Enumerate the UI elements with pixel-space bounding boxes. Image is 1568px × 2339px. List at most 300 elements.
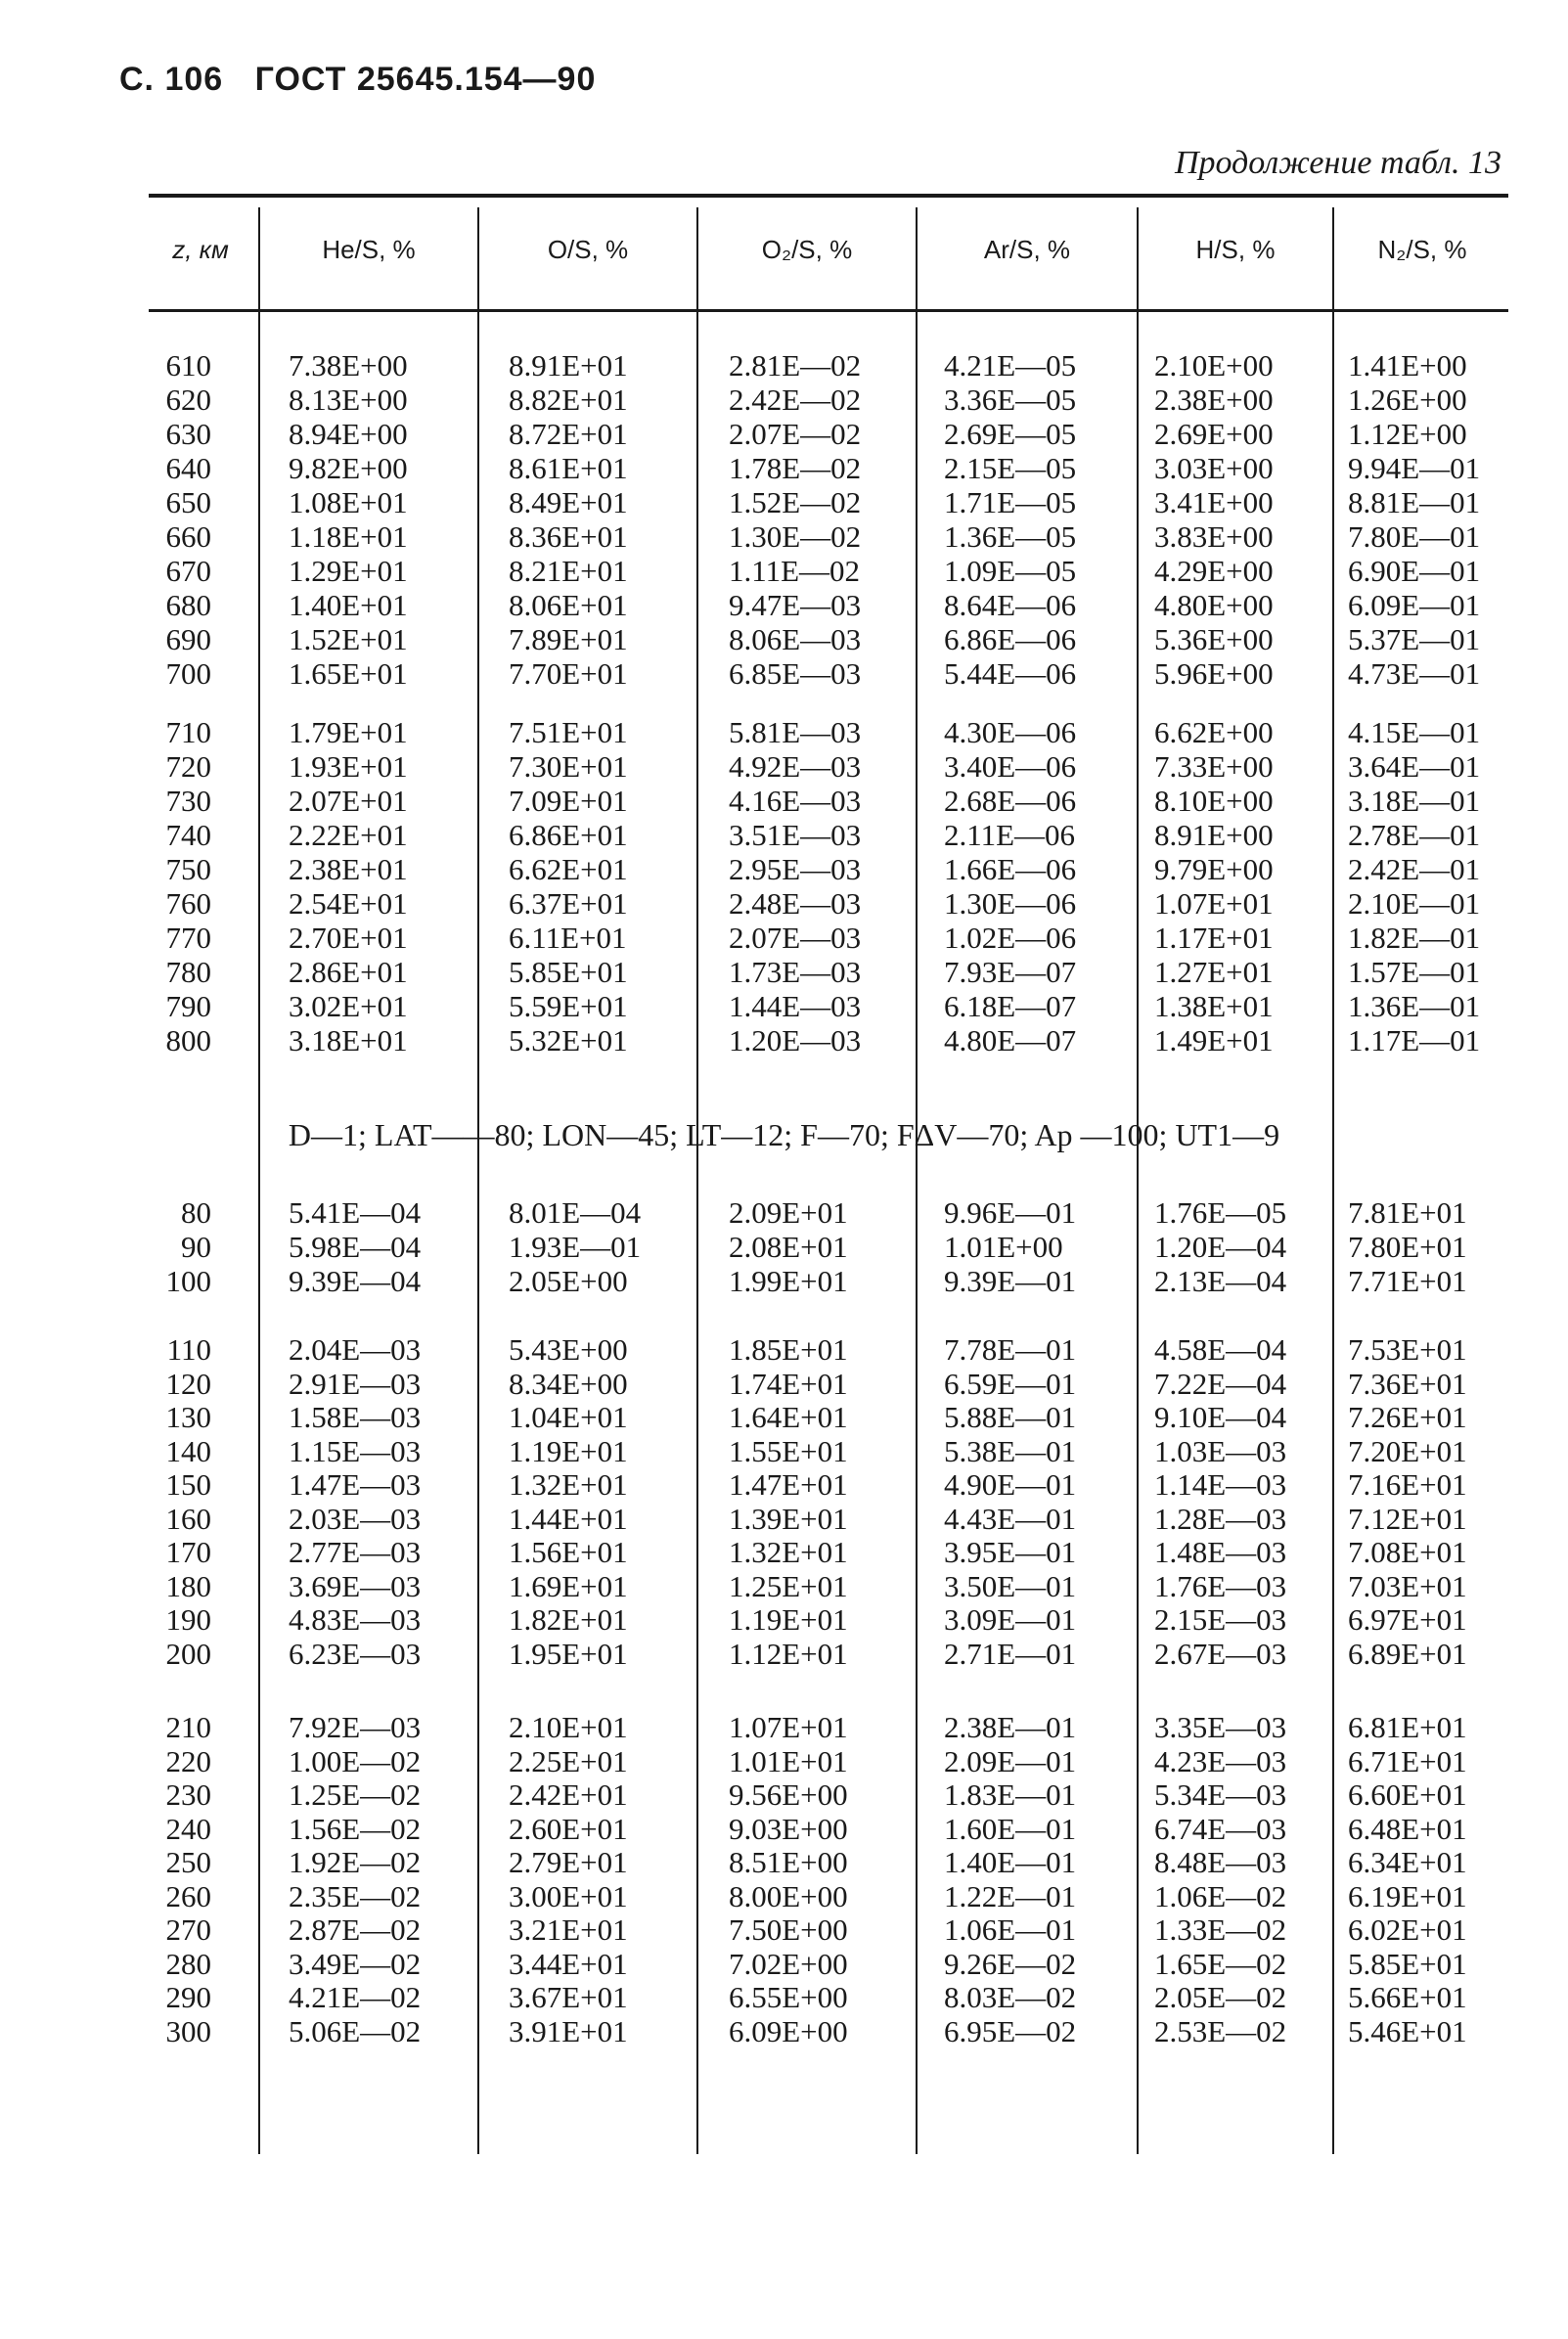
cell-z: 160 [165, 1501, 211, 1536]
cell-z: 790 [165, 989, 211, 1023]
cell-o2: 1.44E—03 [729, 989, 862, 1023]
cell-h: 1.20E—04 [1154, 1230, 1287, 1264]
column-header-o: O/S, % [547, 235, 629, 264]
cell-o: 6.37E+01 [509, 886, 628, 921]
cell-ar: 5.88E—01 [944, 1400, 1077, 1434]
cell-h: 3.41E+00 [1154, 485, 1274, 519]
cell-o2: 1.07E+01 [729, 1710, 848, 1744]
cell-o2: 1.32E+01 [729, 1535, 848, 1569]
cell-h: 2.10E+00 [1154, 348, 1274, 382]
table-row [0, 519, 1568, 554]
header-bottom-rule [149, 309, 1508, 312]
table-row [0, 1602, 1568, 1637]
cell-he: 1.56E—02 [289, 1811, 422, 1846]
cell-h: 2.15E—03 [1154, 1602, 1287, 1637]
cell-o: 2.25E+01 [509, 1743, 628, 1778]
cell-n2: 1.17E—01 [1348, 1023, 1481, 1057]
cell-o: 5.43E+00 [509, 1332, 628, 1367]
cell-o2: 4.16E—03 [729, 784, 862, 818]
cell-he: 2.04E—03 [289, 1332, 422, 1367]
cell-z: 740 [165, 818, 211, 852]
cell-o: 5.32E+01 [509, 1023, 628, 1057]
cell-z: 680 [165, 588, 211, 622]
cell-h: 2.69E+00 [1154, 417, 1274, 451]
cell-z: 240 [165, 1811, 211, 1846]
column-header-he: He/S, % [322, 235, 416, 264]
cell-n2: 1.57E—01 [1348, 955, 1481, 989]
cell-ar: 9.96E—01 [944, 1195, 1077, 1230]
table-row [0, 1467, 1568, 1502]
cell-ar: 8.64E—06 [944, 588, 1077, 622]
cell-ar: 7.78E—01 [944, 1332, 1077, 1367]
cell-he: 2.35E—02 [289, 1878, 422, 1913]
cell-o2: 1.52E—02 [729, 485, 862, 519]
cell-he: 1.18E+01 [289, 519, 408, 554]
cell-he: 1.08E+01 [289, 485, 408, 519]
cell-o: 3.91E+01 [509, 2013, 628, 2048]
table-row [0, 1023, 1568, 1057]
table-row [0, 622, 1568, 656]
cell-h: 1.03E—03 [1154, 1433, 1287, 1468]
cell-o: 7.70E+01 [509, 656, 628, 691]
cell-ar: 5.44E—06 [944, 656, 1077, 691]
cell-ar: 1.02E—06 [944, 921, 1077, 955]
cell-h: 1.27E+01 [1154, 955, 1274, 989]
cell-he: 5.98E—04 [289, 1230, 422, 1264]
cell-ar: 3.40E—06 [944, 749, 1077, 784]
cell-n2: 3.18E—01 [1348, 784, 1481, 818]
cell-ar: 3.36E—05 [944, 382, 1077, 417]
cell-n2: 2.10E—01 [1348, 886, 1481, 921]
cell-o2: 1.30E—02 [729, 519, 862, 554]
table-row [0, 1569, 1568, 1603]
cell-z: 760 [165, 886, 211, 921]
table-row [0, 1434, 1568, 1468]
cell-h: 1.06E—02 [1154, 1878, 1287, 1913]
cell-ar: 4.90E—01 [944, 1467, 1077, 1502]
cell-he: 9.82E+00 [289, 451, 408, 485]
cell-h: 1.76E—03 [1154, 1568, 1287, 1603]
cell-z: 670 [165, 554, 211, 588]
cell-n2: 7.26E+01 [1348, 1400, 1467, 1434]
cell-o2: 1.20E—03 [729, 1023, 862, 1057]
cell-h: 6.62E+00 [1154, 715, 1274, 749]
cell-o2: 3.51E—03 [729, 818, 862, 852]
cell-n2: 7.80E—01 [1348, 519, 1481, 554]
cell-he: 7.92E—03 [289, 1710, 422, 1744]
cell-h: 5.96E+00 [1154, 656, 1274, 691]
cell-n2: 7.80E+01 [1348, 1230, 1467, 1264]
cell-o2: 2.48E—03 [729, 886, 862, 921]
cell-o2: 8.00E+00 [729, 1878, 848, 1913]
table-row [0, 382, 1568, 417]
cell-z: 710 [165, 715, 211, 749]
cell-he: 5.06E—02 [289, 2013, 422, 2048]
cell-z: 190 [165, 1602, 211, 1637]
cell-ar: 3.50E—01 [944, 1568, 1077, 1603]
cell-o2: 1.19E+01 [729, 1602, 848, 1637]
cell-z: 260 [165, 1878, 211, 1913]
cell-he: 3.18E+01 [289, 1023, 408, 1057]
cell-o: 1.56E+01 [509, 1535, 628, 1569]
table-row [0, 1535, 1568, 1569]
cell-ar: 3.95E—01 [944, 1535, 1077, 1569]
cell-o2: 9.56E+00 [729, 1777, 848, 1812]
cell-o2: 1.11E—02 [729, 554, 861, 588]
cell-n2: 1.12E+00 [1348, 417, 1467, 451]
cell-o2: 2.81E—02 [729, 348, 862, 382]
cell-o: 8.61E+01 [509, 451, 628, 485]
cell-o2: 1.64E+01 [729, 1400, 848, 1434]
cell-h: 4.23E—03 [1154, 1743, 1287, 1778]
cell-h: 5.36E+00 [1154, 622, 1274, 656]
cell-ar: 1.83E—01 [944, 1777, 1077, 1812]
cell-o: 3.44E+01 [509, 1946, 628, 1981]
cell-o: 5.85E+01 [509, 955, 628, 989]
cell-z: 290 [165, 1980, 211, 2014]
cell-he: 8.13E+00 [289, 382, 408, 417]
cell-z: 750 [165, 852, 211, 886]
cell-he: 7.38E+00 [289, 348, 408, 382]
cell-z: 690 [165, 622, 211, 656]
cell-o: 8.36E+01 [509, 519, 628, 554]
cell-n2: 1.26E+00 [1348, 382, 1467, 417]
table-row [0, 1845, 1568, 1879]
cell-n2: 6.89E+01 [1348, 1636, 1467, 1671]
cell-he: 4.21E—02 [289, 1980, 422, 2014]
cell-ar: 2.69E—05 [944, 417, 1077, 451]
cell-o: 8.49E+01 [509, 485, 628, 519]
cell-o: 3.67E+01 [509, 1980, 628, 2014]
cell-he: 6.23E—03 [289, 1636, 422, 1671]
cell-he: 2.77E—03 [289, 1535, 422, 1569]
cell-o2: 1.01E+01 [729, 1743, 848, 1778]
page-number: С. 106 [119, 61, 224, 98]
cell-o: 1.93E—01 [509, 1230, 642, 1264]
cell-o2: 5.81E—03 [729, 715, 862, 749]
cell-h: 2.53E—02 [1154, 2013, 1287, 2048]
cell-n2: 3.64E—01 [1348, 749, 1481, 784]
cell-z: 620 [165, 382, 211, 417]
table-row [0, 656, 1568, 691]
cell-ar: 4.21E—05 [944, 348, 1077, 382]
cell-o: 3.00E+01 [509, 1878, 628, 1913]
cell-he: 8.94E+00 [289, 417, 408, 451]
table-row [0, 1502, 1568, 1536]
table-row [0, 1195, 1568, 1230]
cell-n2: 5.85E+01 [1348, 1946, 1467, 1981]
cell-o: 1.19E+01 [509, 1433, 628, 1468]
table-row [0, 1367, 1568, 1401]
cell-o: 6.11E+01 [509, 921, 627, 955]
cell-h: 5.34E—03 [1154, 1777, 1287, 1812]
cell-z: 650 [165, 485, 211, 519]
cell-o2: 1.25E+01 [729, 1568, 848, 1603]
table-row [0, 1264, 1568, 1298]
cell-n2: 6.19E+01 [1348, 1878, 1467, 1913]
cell-h: 4.58E—04 [1154, 1332, 1287, 1367]
cell-o: 2.42E+01 [509, 1777, 628, 1812]
cell-o: 8.06E+01 [509, 588, 628, 622]
cell-n2: 6.60E+01 [1348, 1777, 1467, 1812]
cell-o: 6.62E+01 [509, 852, 628, 886]
cell-ar: 1.22E—01 [944, 1878, 1077, 1913]
cell-o2: 1.12E+01 [729, 1636, 848, 1671]
cell-he: 1.00E—02 [289, 1743, 422, 1778]
cell-o2: 6.09E+00 [729, 2013, 848, 2048]
table-row [0, 955, 1568, 989]
cell-o2: 1.55E+01 [729, 1433, 848, 1468]
column-header-z: z, км [172, 235, 229, 264]
cell-n2: 4.15E—01 [1348, 715, 1481, 749]
cell-o2: 2.07E—02 [729, 417, 862, 451]
cell-o: 8.82E+01 [509, 382, 628, 417]
cell-h: 1.33E—02 [1154, 1912, 1287, 1947]
cell-ar: 2.15E—05 [944, 451, 1077, 485]
cell-he: 1.58E—03 [289, 1400, 422, 1434]
table-row [0, 1912, 1568, 1947]
cell-z: 120 [165, 1366, 211, 1401]
cell-o: 2.79E+01 [509, 1845, 628, 1879]
table-row [0, 852, 1568, 886]
cell-n2: 1.36E—01 [1348, 989, 1481, 1023]
cell-h: 1.76E—05 [1154, 1195, 1287, 1230]
table-row [0, 784, 1568, 818]
table-row [0, 417, 1568, 451]
cell-h: 3.83E+00 [1154, 519, 1274, 554]
cell-o: 1.32E+01 [509, 1467, 628, 1502]
cell-n2: 2.78E—01 [1348, 818, 1481, 852]
table-row [0, 1879, 1568, 1913]
cell-h: 8.91E+00 [1154, 818, 1274, 852]
cell-he: 1.47E—03 [289, 1467, 422, 1502]
cell-n2: 9.94E—01 [1348, 451, 1481, 485]
cell-ar: 4.30E—06 [944, 715, 1077, 749]
cell-n2: 1.82E—01 [1348, 921, 1481, 955]
cell-ar: 1.60E—01 [944, 1811, 1077, 1846]
table-row [0, 485, 1568, 519]
cell-n2: 6.09E—01 [1348, 588, 1481, 622]
cell-he: 3.49E—02 [289, 1946, 422, 1981]
cell-o: 1.04E+01 [509, 1400, 628, 1434]
cell-o: 6.86E+01 [509, 818, 628, 852]
cell-h: 1.38E+01 [1154, 989, 1274, 1023]
cell-z: 250 [165, 1845, 211, 1879]
cell-o: 8.72E+01 [509, 417, 628, 451]
cell-ar: 4.80E—07 [944, 1023, 1077, 1057]
cell-n2: 1.41E+00 [1348, 348, 1467, 382]
cell-o: 7.89E+01 [509, 622, 628, 656]
cell-o2: 1.47E+01 [729, 1467, 848, 1502]
cell-o2: 2.07E—03 [729, 921, 862, 955]
cell-z: 280 [165, 1946, 211, 1981]
table-row [0, 451, 1568, 485]
cell-ar: 1.30E—06 [944, 886, 1077, 921]
cell-z: 270 [165, 1912, 211, 1947]
cell-n2: 6.48E+01 [1348, 1811, 1467, 1846]
cell-h: 1.48E—03 [1154, 1535, 1287, 1569]
cell-z: 300 [165, 2013, 211, 2048]
cell-ar: 1.36E—05 [944, 519, 1077, 554]
cell-h: 1.17E+01 [1154, 921, 1274, 955]
cell-n2: 5.66E+01 [1348, 1980, 1467, 2014]
table-row [0, 1710, 1568, 1744]
cell-he: 3.02E+01 [289, 989, 408, 1023]
cell-h: 1.14E—03 [1154, 1467, 1287, 1502]
table-row [0, 1332, 1568, 1367]
cell-o: 1.69E+01 [509, 1568, 628, 1603]
table-row [0, 1980, 1568, 2014]
cell-ar: 1.06E—01 [944, 1912, 1077, 1947]
cell-n2: 5.46E+01 [1348, 2013, 1467, 2048]
cell-he: 1.65E+01 [289, 656, 408, 691]
cell-he: 1.79E+01 [289, 715, 408, 749]
cell-h: 1.65E—02 [1154, 1946, 1287, 1981]
table-row [0, 1947, 1568, 1981]
cell-o: 2.60E+01 [509, 1811, 628, 1846]
column-header-h: H/S, % [1195, 235, 1276, 264]
cell-he: 1.92E—02 [289, 1845, 422, 1879]
cell-ar: 1.09E—05 [944, 554, 1077, 588]
cell-z: 180 [165, 1568, 211, 1603]
cell-he: 1.25E—02 [289, 1777, 422, 1812]
cell-ar: 6.95E—02 [944, 2013, 1077, 2048]
cell-h: 8.48E—03 [1154, 1845, 1287, 1879]
cell-o: 1.82E+01 [509, 1602, 628, 1637]
cell-z: 200 [165, 1636, 211, 1671]
cell-ar: 9.26E—02 [944, 1946, 1077, 1981]
cell-ar: 1.71E—05 [944, 485, 1077, 519]
cell-o: 2.05E+00 [509, 1264, 628, 1298]
cell-o2: 4.92E—03 [729, 749, 862, 784]
cell-o2: 6.55E+00 [729, 1980, 848, 2014]
cell-h: 2.13E—04 [1154, 1264, 1287, 1298]
cell-n2: 7.81E+01 [1348, 1195, 1467, 1230]
cell-he: 2.86E+01 [289, 955, 408, 989]
cell-he: 4.83E—03 [289, 1602, 422, 1637]
cell-z: 80 [181, 1195, 211, 1230]
cell-n2: 7.12E+01 [1348, 1501, 1467, 1536]
cell-o: 3.21E+01 [509, 1912, 628, 1947]
cell-o2: 8.06E—03 [729, 622, 862, 656]
cell-n2: 7.20E+01 [1348, 1433, 1467, 1468]
cell-z: 780 [165, 955, 211, 989]
cell-o2: 1.78E—02 [729, 451, 862, 485]
table-row [0, 1637, 1568, 1671]
cell-o: 7.51E+01 [509, 715, 628, 749]
cell-n2: 7.16E+01 [1348, 1467, 1467, 1502]
cell-he: 5.41E—04 [289, 1195, 422, 1230]
cell-o: 8.21E+01 [509, 554, 628, 588]
cell-o: 5.59E+01 [509, 989, 628, 1023]
cell-o: 7.09E+01 [509, 784, 628, 818]
cell-ar: 5.38E—01 [944, 1433, 1077, 1468]
cell-o2: 1.73E—03 [729, 955, 862, 989]
cell-o: 8.34E+00 [509, 1366, 628, 1401]
table-row [0, 886, 1568, 921]
cell-z: 150 [165, 1467, 211, 1502]
cell-o2: 2.42E—02 [729, 382, 862, 417]
cell-h: 1.07E+01 [1154, 886, 1274, 921]
column-header-o2: O₂/S, % [761, 235, 853, 264]
table-row [0, 1812, 1568, 1846]
table-row [0, 348, 1568, 382]
cell-z: 700 [165, 656, 211, 691]
cell-n2: 6.71E+01 [1348, 1743, 1467, 1778]
cell-n2: 7.53E+01 [1348, 1332, 1467, 1367]
cell-ar: 8.03E—02 [944, 1980, 1077, 2014]
cell-he: 1.52E+01 [289, 622, 408, 656]
cell-h: 6.74E—03 [1154, 1811, 1287, 1846]
table-row [0, 818, 1568, 852]
cell-he: 1.15E—03 [289, 1433, 422, 1468]
cell-z: 800 [165, 1023, 211, 1057]
table-row [0, 921, 1568, 955]
cell-z: 110 [166, 1332, 211, 1367]
cell-he: 2.38E+01 [289, 852, 408, 886]
cell-o2: 1.74E+01 [729, 1366, 848, 1401]
cell-z: 130 [165, 1400, 211, 1434]
table-row [0, 1744, 1568, 1778]
cell-n2: 2.42E—01 [1348, 852, 1481, 886]
cell-he: 2.07E+01 [289, 784, 408, 818]
cell-he: 2.87E—02 [289, 1912, 422, 1947]
cell-o: 2.10E+01 [509, 1710, 628, 1744]
cell-o2: 6.85E—03 [729, 656, 862, 691]
cell-o2: 7.02E+00 [729, 1946, 848, 1981]
cell-h: 4.29E+00 [1154, 554, 1274, 588]
table-row [0, 1230, 1568, 1264]
cell-he: 1.40E+01 [289, 588, 408, 622]
table-row [0, 989, 1568, 1023]
cell-o2: 2.95E—03 [729, 852, 862, 886]
cell-z: 230 [165, 1777, 211, 1812]
cell-z: 730 [165, 784, 211, 818]
table-row [0, 1777, 1568, 1812]
table-row [0, 2014, 1568, 2048]
cell-z: 210 [165, 1710, 211, 1744]
cell-h: 2.05E—02 [1154, 1980, 1287, 2014]
cell-ar: 9.39E—01 [944, 1264, 1077, 1298]
cell-n2: 7.36E+01 [1348, 1366, 1467, 1401]
cell-n2: 6.97E+01 [1348, 1602, 1467, 1637]
cell-h: 8.10E+00 [1154, 784, 1274, 818]
cell-ar: 2.09E—01 [944, 1743, 1077, 1778]
cell-n2: 6.02E+01 [1348, 1912, 1467, 1947]
cell-o2: 2.09E+01 [729, 1195, 848, 1230]
table-row [0, 715, 1568, 749]
cell-h: 3.03E+00 [1154, 451, 1274, 485]
cell-ar: 1.01E+00 [944, 1230, 1063, 1264]
cell-n2: 7.71E+01 [1348, 1264, 1467, 1298]
cell-ar: 1.40E—01 [944, 1845, 1077, 1879]
cell-h: 4.80E+00 [1154, 588, 1274, 622]
cell-n2: 6.81E+01 [1348, 1710, 1467, 1744]
cell-ar: 6.86E—06 [944, 622, 1077, 656]
cell-n2: 7.08E+01 [1348, 1535, 1467, 1569]
column-header-n2: N₂/S, % [1377, 235, 1467, 264]
model-parameters-line: D—1; LAT——80; LON—45; LT—12; F—70; FΔV—70; Ap —100; UT1—9 [288, 1117, 1280, 1152]
cell-o2: 8.51E+00 [729, 1845, 848, 1879]
table-row [0, 554, 1568, 588]
page-header [119, 61, 617, 99]
cell-he: 2.22E+01 [289, 818, 408, 852]
cell-ar: 2.68E—06 [944, 784, 1077, 818]
standard-code: ГОСТ 25645.154—90 [254, 61, 597, 98]
cell-ar: 3.09E—01 [944, 1602, 1077, 1637]
cell-o: 8.91E+01 [509, 348, 628, 382]
cell-z: 660 [165, 519, 211, 554]
